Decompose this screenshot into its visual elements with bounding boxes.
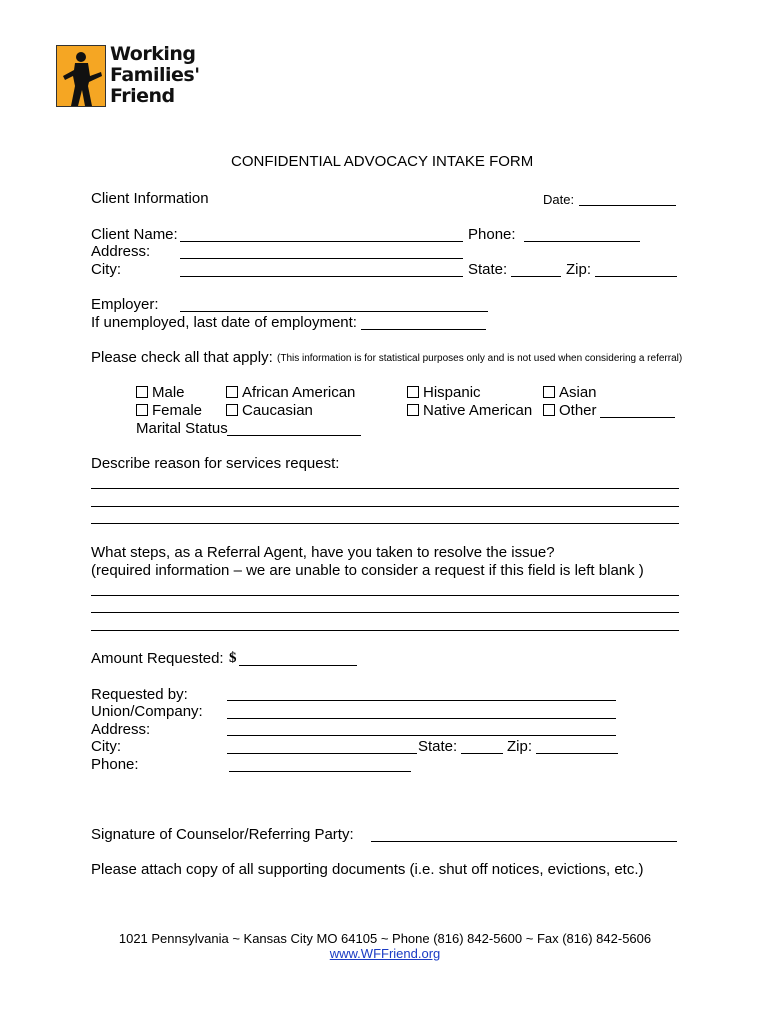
male-checkbox[interactable] bbox=[136, 386, 148, 398]
state-field[interactable] bbox=[511, 276, 561, 277]
zip-label: Zip: bbox=[566, 261, 592, 278]
footer-website-row bbox=[0, 946, 770, 961]
logo-wordmark bbox=[110, 44, 200, 107]
form-title: CONFIDENTIAL ADVOCACY INTAKE FORM bbox=[231, 153, 534, 170]
steps-line-3[interactable] bbox=[91, 630, 679, 631]
reason-line-3[interactable] bbox=[91, 523, 679, 524]
client-name-label: Client Name: bbox=[91, 226, 178, 243]
referrer-city-label: City: bbox=[91, 738, 121, 755]
logo-line-3: Friend bbox=[110, 85, 175, 107]
referrer-zip-label: Zip: bbox=[507, 738, 533, 755]
state-label: State: bbox=[468, 261, 508, 278]
african-american-label: African American bbox=[242, 384, 356, 401]
union-company-field[interactable] bbox=[227, 718, 616, 719]
signature-field[interactable] bbox=[371, 841, 677, 842]
last-employment-date-field[interactable] bbox=[361, 329, 486, 330]
logo-line-2: Families' bbox=[110, 64, 200, 86]
amount-label: Amount Requested: bbox=[91, 650, 224, 667]
referrer-city-field[interactable] bbox=[227, 753, 417, 754]
client-name-field[interactable] bbox=[180, 241, 463, 242]
option-female[interactable] bbox=[136, 402, 202, 419]
asian-checkbox[interactable] bbox=[543, 386, 555, 398]
city-field[interactable] bbox=[180, 276, 463, 277]
address-field[interactable] bbox=[180, 258, 463, 259]
check-all-note: (This information is for statistical purposes only and is not used when considering a referral) bbox=[277, 353, 683, 364]
option-hispanic[interactable] bbox=[407, 384, 481, 401]
currency-symbol: $ bbox=[229, 650, 237, 666]
option-asian[interactable] bbox=[543, 384, 597, 401]
requested-by-field[interactable] bbox=[227, 700, 616, 701]
caucasian-label: Caucasian bbox=[242, 402, 313, 419]
referrer-address-field[interactable] bbox=[227, 735, 616, 736]
reason-line-2[interactable] bbox=[91, 506, 679, 507]
option-african-american[interactable] bbox=[226, 384, 355, 401]
phone-field[interactable] bbox=[524, 241, 640, 242]
hispanic-checkbox[interactable] bbox=[407, 386, 419, 398]
worker-figure-icon bbox=[57, 46, 106, 107]
reason-label: Describe reason for services request: bbox=[91, 455, 340, 472]
signature-label: Signature of Counselor/Referring Party: bbox=[91, 826, 354, 843]
logo-line-1: Working bbox=[110, 43, 196, 65]
footer-address: 1021 Pennsylvania ~ Kansas City MO 64105 ~ Phone (816) 842-5600 ~ Fax (816) 842-5606 bbox=[118, 931, 652, 946]
marital-status-field[interactable] bbox=[227, 435, 361, 436]
date-label: Date: bbox=[543, 192, 575, 207]
steps-required-note: (required information – we are unable to consider a request if this field is left blank ) bbox=[91, 562, 644, 579]
address-label: Address: bbox=[91, 243, 151, 260]
website-link[interactable]: www.WFFriend.org bbox=[329, 946, 441, 961]
check-all-label: Please check all that apply: bbox=[91, 349, 273, 366]
option-native-american[interactable] bbox=[407, 402, 532, 419]
hispanic-label: Hispanic bbox=[423, 384, 481, 401]
option-other[interactable] bbox=[543, 402, 597, 419]
date-field[interactable] bbox=[579, 205, 676, 206]
referrer-zip-field[interactable] bbox=[536, 753, 618, 754]
steps-line-2[interactable] bbox=[91, 612, 679, 613]
option-caucasian[interactable] bbox=[226, 402, 313, 419]
other-field[interactable] bbox=[600, 417, 675, 418]
native-american-checkbox[interactable] bbox=[407, 404, 419, 416]
logo-image bbox=[56, 45, 106, 107]
referrer-address-label: Address: bbox=[91, 721, 151, 738]
referrer-state-label: State: bbox=[418, 738, 458, 755]
marital-status-label: Marital Status bbox=[136, 420, 228, 437]
steps-question: What steps, as a Referral Agent, have you taken to resolve the issue? bbox=[91, 544, 555, 561]
client-info-heading: Client Information bbox=[91, 190, 209, 207]
asian-label: Asian bbox=[559, 384, 597, 401]
other-label: Other bbox=[559, 402, 597, 419]
reason-line-1[interactable] bbox=[91, 488, 679, 489]
female-checkbox[interactable] bbox=[136, 404, 148, 416]
union-company-label: Union/Company: bbox=[91, 703, 203, 720]
female-label: Female bbox=[152, 402, 203, 419]
male-label: Male bbox=[152, 384, 185, 401]
amount-field[interactable] bbox=[239, 665, 357, 666]
city-label: City: bbox=[91, 261, 121, 278]
employer-label: Employer: bbox=[91, 296, 159, 313]
other-checkbox[interactable] bbox=[543, 404, 555, 416]
referrer-phone-label: Phone: bbox=[91, 756, 139, 773]
phone-label: Phone: bbox=[468, 226, 516, 243]
attach-note: Please attach copy of all supporting documents (i.e. shut off notices, evictions, etc.) bbox=[91, 861, 644, 878]
unemployed-label: If unemployed, last date of employment: bbox=[91, 314, 357, 331]
requested-by-label: Requested by: bbox=[91, 686, 188, 703]
native-american-label: Native American bbox=[423, 402, 533, 419]
referrer-phone-field[interactable] bbox=[229, 771, 411, 772]
employer-field[interactable] bbox=[180, 311, 488, 312]
african-american-checkbox[interactable] bbox=[226, 386, 238, 398]
caucasian-checkbox[interactable] bbox=[226, 404, 238, 416]
steps-line-1[interactable] bbox=[91, 595, 679, 596]
zip-field[interactable] bbox=[595, 276, 677, 277]
referrer-state-field[interactable] bbox=[461, 753, 503, 754]
option-male[interactable] bbox=[136, 384, 185, 401]
